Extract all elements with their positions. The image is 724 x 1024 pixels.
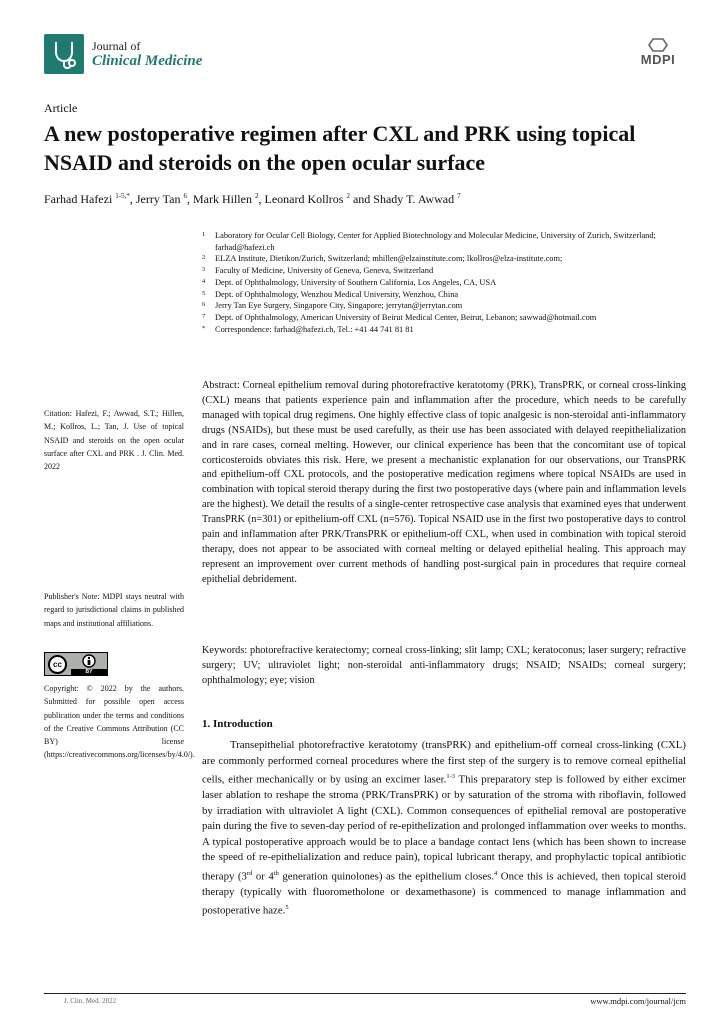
section-heading: 1. Introduction <box>202 718 273 730</box>
affiliation-text: ELZA Institute, Dietikon/Zurich, Switzerland; mhillen@elzainstitute.com; lkollros@elza-institute.com; <box>215 254 563 264</box>
journal-name-line2: Clinical Medicine <box>92 53 203 69</box>
reference-mark: 4 <box>494 869 498 877</box>
affiliation-item <box>202 253 687 265</box>
hexagon-icon <box>648 38 668 52</box>
footer-divider <box>44 993 686 994</box>
affiliation-list <box>202 230 687 335</box>
affiliation-number: * <box>202 324 206 332</box>
publisher-name: MDPI <box>640 52 676 67</box>
author-list <box>44 192 694 207</box>
author-separator: and <box>349 192 374 206</box>
affiliation-number: 6 <box>202 301 206 309</box>
ordinal-suffix: rd <box>246 869 253 877</box>
journal-name-line1: Journal of <box>92 39 141 53</box>
author-name: Farhad Hafezi <box>44 192 113 206</box>
affiliation-number: 7 <box>202 312 206 320</box>
body-text-span: or 4 <box>252 870 274 883</box>
keywords: Keywords: photorefractive keratectomy; corneal cross-linking; slit lamp; CXL; keratoconus; laser surgery; refractive surgery; UV; ultraviolet light; non-steroidal anti-inflammatory drugs; NSAID; NSAIDs; corneal surgery; ophthalmology; eye; vision <box>202 645 686 686</box>
publisher-note: Publisher's Note: MDPI stays neutral with regard to jurisdictional claims in published maps and institutional affiliations. <box>44 592 184 628</box>
affiliation-number: 3 <box>202 266 206 274</box>
reference-mark: 1-3 <box>446 773 456 780</box>
abstract: Abstract: Corneal epithelium removal during photorefractive keratotomy (PRK), TransPRK, or corneal cross-linking (CXL) means that patients experience pain and inflammation after the procedure, which needs to be carefully managed with topical drug regimens. One highly effective class of topic analgesic is non-steroidal anti-inflammatory drugs (NSAIDs), but these must be used carefully, as their use has been associated with delayed reepithelialization and in rare cases, corneal melting. However, our clinical experience has been that the concomitant use of topical corticosteroids obviates this risk. Here, we present a mechanistic explanation for our observations, our TransPRK and epithelium-off CXL protocols, and the postoperative medication regimens where topical NSAIDs are used in combination with topical steroid therapy during the first two postoperative days (where pain and inflammation levels are the highest). We detail the results of a single-center retrospective case analysis that examined eyes that underwent TransPRK (n=301) or epithelium-off CXL (n=576). Topical NSAID use in the first two postoperative days to control pain and inflammation after PRK/TransPRK or epithelium-off CXL, when used in combination with topical steroid therapy, does not appear to be associated with corneal melting or delayed epithelial healing. This approach may represent an improvement over current methods of handling post-surgical pain in procedures that require corneal epithelial debridement. <box>202 380 686 585</box>
author-name: Shady T. Awwad <box>373 192 455 206</box>
article-title: A new postoperative regimen after CXL and PRK using topical NSAID and steroids on the open ocular surface <box>44 121 636 175</box>
body-text-span: Transepithelial photorefractive keratotomy (transPRK) and epithelium-off corneal cross-linking (CXL) are commonly performed corneal procedures where the first step of the surgery is to remove corneal epithelial cells, either mechanically or by using an excimer laser. <box>202 739 686 786</box>
affiliation-text: Laboratory for Ocular Cell Biology, Center for Applied Biotechnology and Molecular Medicine, University of Zurich, Switzerland; farhad@hafezi.ch <box>215 231 656 252</box>
footer-journal-url[interactable]: www.mdpi.com/journal/jcm <box>590 996 686 1006</box>
author-name: Jerry Tan <box>135 192 181 206</box>
author-separator: , <box>258 192 265 206</box>
author-name: Mark Hillen <box>192 192 252 206</box>
affiliation-item <box>202 230 687 253</box>
author-affiliation-ref: 2 <box>346 192 350 200</box>
affiliation-item <box>202 265 687 277</box>
reference-mark: 5 <box>285 904 289 912</box>
affiliation-text: Correspondence: farhad@hafezi.ch, Tel.: +41 44 741 81 81 <box>215 324 414 334</box>
affiliation-text: Faculty of Medicine, University of Geneva, Geneva, Switzerland <box>215 266 434 276</box>
copyright-notice: Copyright: © 2022 by the authors. Submitted for possible open access publication under the terms and conditions of the Creative Commons Attribution (CC BY) license (https://creativecommons.org/licenses/by/4.0/). <box>44 684 195 760</box>
affiliation-text: Jerry Tan Eye Surgery, Singapore City, Singapore; jerrytan@jerrytan.com <box>215 301 463 311</box>
author-affiliation-ref: 6 <box>183 192 187 200</box>
cc-by-license-badge[interactable] <box>44 652 108 676</box>
affiliation-text: Dept. of Ophthalmology, American University of Beirut Medical Center, Beirut, Lebanon; sawwad@hotmail.com <box>215 312 597 322</box>
cc-icon: cc <box>48 655 67 674</box>
by-label: BY <box>71 669 107 675</box>
publisher-logo <box>634 38 682 72</box>
stethoscope-icon <box>44 34 84 74</box>
affiliation-number: 2 <box>202 254 206 262</box>
affiliation-item <box>202 312 687 324</box>
author-name: Leonard Kollros <box>264 192 344 206</box>
body-text-span: This preparatory step is followed by either excimer laser ablation to reshape the stroma (PRK/TransPRK) or by saturation of the stroma with riboflavin, followed by irradiation with ultraviolet A light (CXL). Common consequences of epithelial removal are postoperative pain during the five to seven-day period of re-epithelization and prolonged inflammation over weeks to months. A typical postoperative approach would be to place a bandage contact lens (which has been shown to increase the speed of re-epithelialization and reduce pain), topical lubricant therapy, and prophylactic topical antibiotic therapy (3 <box>202 773 687 883</box>
affiliation-item <box>202 289 687 301</box>
body-text-span: Once this is achieved, then topical steroid therapy (typically with fluorometholone or dexamethasone) is commenced to manage inflammation and postoperative haze. <box>202 870 686 917</box>
footer-journal-ref: J. Clin. Med. 2022 <box>64 997 117 1005</box>
journal-name <box>92 40 202 70</box>
introduction-paragraph <box>202 738 686 919</box>
citation: Citation: Hafezi, F.; Awwad, S.T.; Hillen, M.; Kollros, L.; Tan, J. Use of topical NSAID and steroids on the open ocular surface after CXL and PRK . J. Clin. Med. 2022 <box>44 409 184 472</box>
affiliation-item <box>202 300 687 312</box>
page-header <box>44 34 684 78</box>
correspondence <box>202 324 687 336</box>
affiliation-number: 4 <box>202 277 206 285</box>
author-separator: , <box>129 192 136 206</box>
person-icon <box>71 654 107 668</box>
ordinal-suffix: th <box>273 869 279 877</box>
affiliation-number: 1 <box>202 231 206 238</box>
body-text-span: generation quinolones) as the epithelium closes. <box>278 870 495 883</box>
affiliation-text: Dept. of Ophthalmology, Wenzhou Medical University, Wenzhou, China <box>215 289 459 299</box>
affiliation-number: 5 <box>202 289 206 297</box>
author-separator: , <box>186 192 193 206</box>
author-affiliation-ref: 1-5,* <box>115 192 130 200</box>
affiliation-item <box>202 277 687 289</box>
article-type: Article <box>44 101 78 115</box>
affiliation-text: Dept. of Ophthalmology, University of Southern California, Los Angeles, CA, USA <box>215 277 497 287</box>
author-affiliation-ref: 2 <box>254 192 259 200</box>
author-affiliation-ref: 7 <box>457 192 461 200</box>
